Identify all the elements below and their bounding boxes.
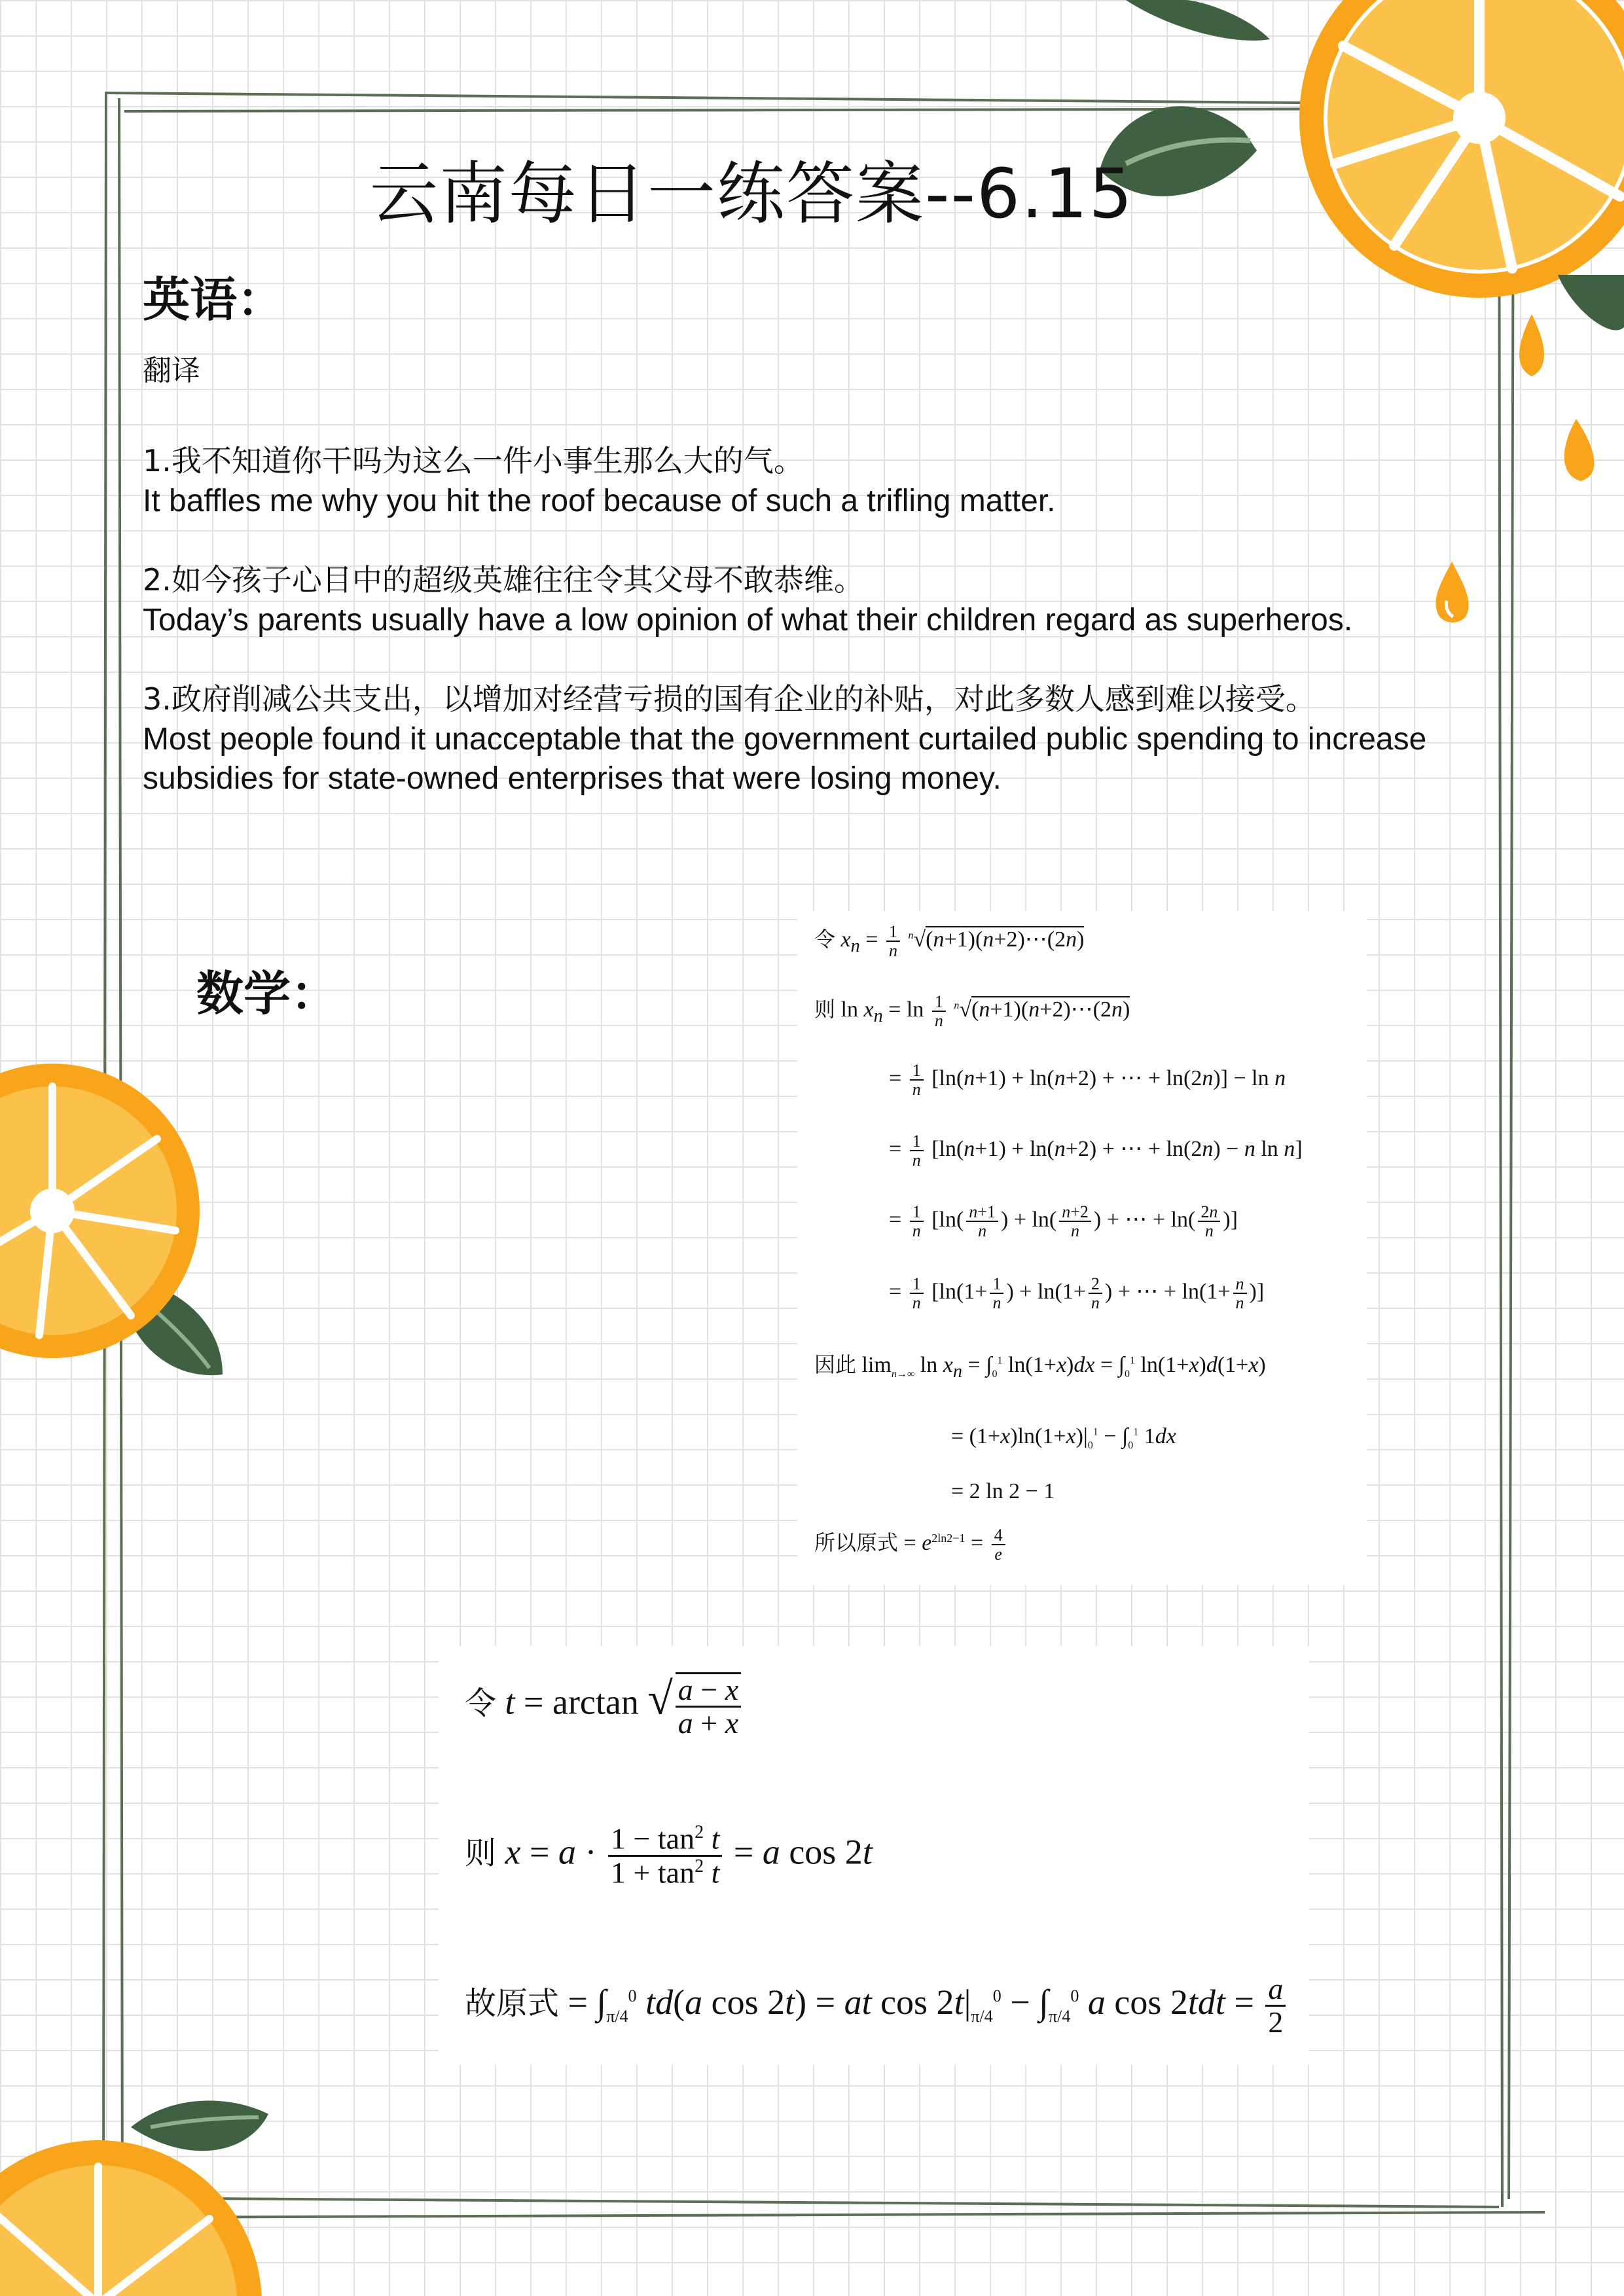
formula-prefix: 令 [465,1685,497,1722]
math-heading: 数学： [196,966,338,1021]
orange-slice-bottom-left [0,2068,288,2296]
formula-line: = $\frac{1}{n}$ [ln(n+1) + ln(n+2) + ⋯ + ln(2n)] − ln n [889,1061,1286,1100]
formula-line: = $\frac{1}{n}$ [ln( $\frac{n+1}{n}$ ) + ln( $\frac{n+2}{n}$ ) + ⋯ + ln( $\frac{2n}{n}$ )] [889,1202,1238,1241]
english-section [143,347,1491,836]
translation-item [143,678,1491,798]
fraction-denominator: 2 [1268,2005,1284,2039]
formula-prefix: 则 [465,1835,497,1872]
fraction-numerator: a [1265,1973,1286,2007]
formula-line: 则 $\ln x_n = \ln$ $\frac{1}{n}$ $^n$√(n+1)(n+2)⋯(2n) [814,992,1130,1031]
formula-line: 令 t = arctan √ $\frac{a - x}{a + x}$ [465,1672,744,1740]
math-solution-2 [439,1646,1309,2065]
translation-item [143,559,1491,640]
page-title: 云南每日一练答案--6.15 [370,154,1134,234]
formula-prefix: 所以原式 [814,1530,899,1556]
english-sentence: Today’s parents usually have a low opinion of what their children regard as superheros. [143,603,1353,637]
formula-line: 令 $x_n$ = $\frac{1}{n}$ $^n$√(n+1)(n+2)⋯(2n) [814,922,1085,961]
translation-item [143,440,1491,521]
formula-prefix: 故原式 [465,1985,560,2022]
formula-line: 因此 $\lim_{n\to\infty} \ln x_n = \int_0^1$ $\ln(1+x)dx = \int_0^1$ ln(1+x)d(1+x) [814,1352,1266,1382]
formula-prefix: 因此 [814,1352,857,1377]
orange-slice-left [0,1034,236,1401]
formula-line: = $\frac{1}{n}$ [ln(n+1) + ln(n+2) + ⋯ + ln(2n) − n ln n] [889,1132,1303,1170]
math-solution-1 [797,911,1367,1585]
formula-line: 所以原式 = $e^{2ln2-1}$ = $\frac{4}{e}$ [814,1526,1008,1564]
english-sentence: Most people found it unacceptable that the government curtailed public spending to increase subsidies for state-owned enterprises that were losing money. [143,722,1427,796]
formula-line: 则 x = a · $\frac{1 - \tan^2 t}{1 + \tan^2 t}$ = a cos 2t [465,1821,873,1889]
chinese-sentence: 1.我不知道你干吗为这么一件小事生那么大的气。 [143,443,804,478]
formula-line: = $\frac{1}{n}$ [ln(1+ $\frac{1}{n}$ ) + ln(1+ $\frac{2}{n}$ ) + ⋯ + ln(1+ $\frac{n}{n}$ )] [889,1274,1265,1313]
english-sentence: It baffles me why you hit the roof because of such a trifling matter. [143,484,1056,518]
formula-line: = 2 ln 2 − 1 [951,1479,1055,1503]
chinese-sentence: 2.如今孩子心目中的超级英雄往往令其父母不敢恭维。 [143,562,864,598]
formula-prefix: 则 [814,997,836,1022]
translation-subtitle: 翻译 [143,354,200,387]
fraction-denominator: e [994,1545,1002,1564]
fraction-numerator: 4 [992,1526,1005,1545]
english-heading: 英语： [143,272,285,327]
chinese-sentence: 3.政府削减公共支出，以增加对经营亏损的国有企业的补贴，对此多数人感到难以接受。 [143,681,1316,717]
formula-line: 故原式 = $\int_{\pi/4}^0$ td(a cos 2t) = at $\cos 2t|_{\pi/4}^0 - \int_{\pi/4}^0$ a cos 2tdt = $\frac{a}{2}$ [465,1973,1288,2039]
formula-line: = $(1+x)\ln(1+x)|_0^1 - \int_0^1$ 1dx [951,1424,1176,1451]
formula-prefix: 令 [814,927,836,952]
